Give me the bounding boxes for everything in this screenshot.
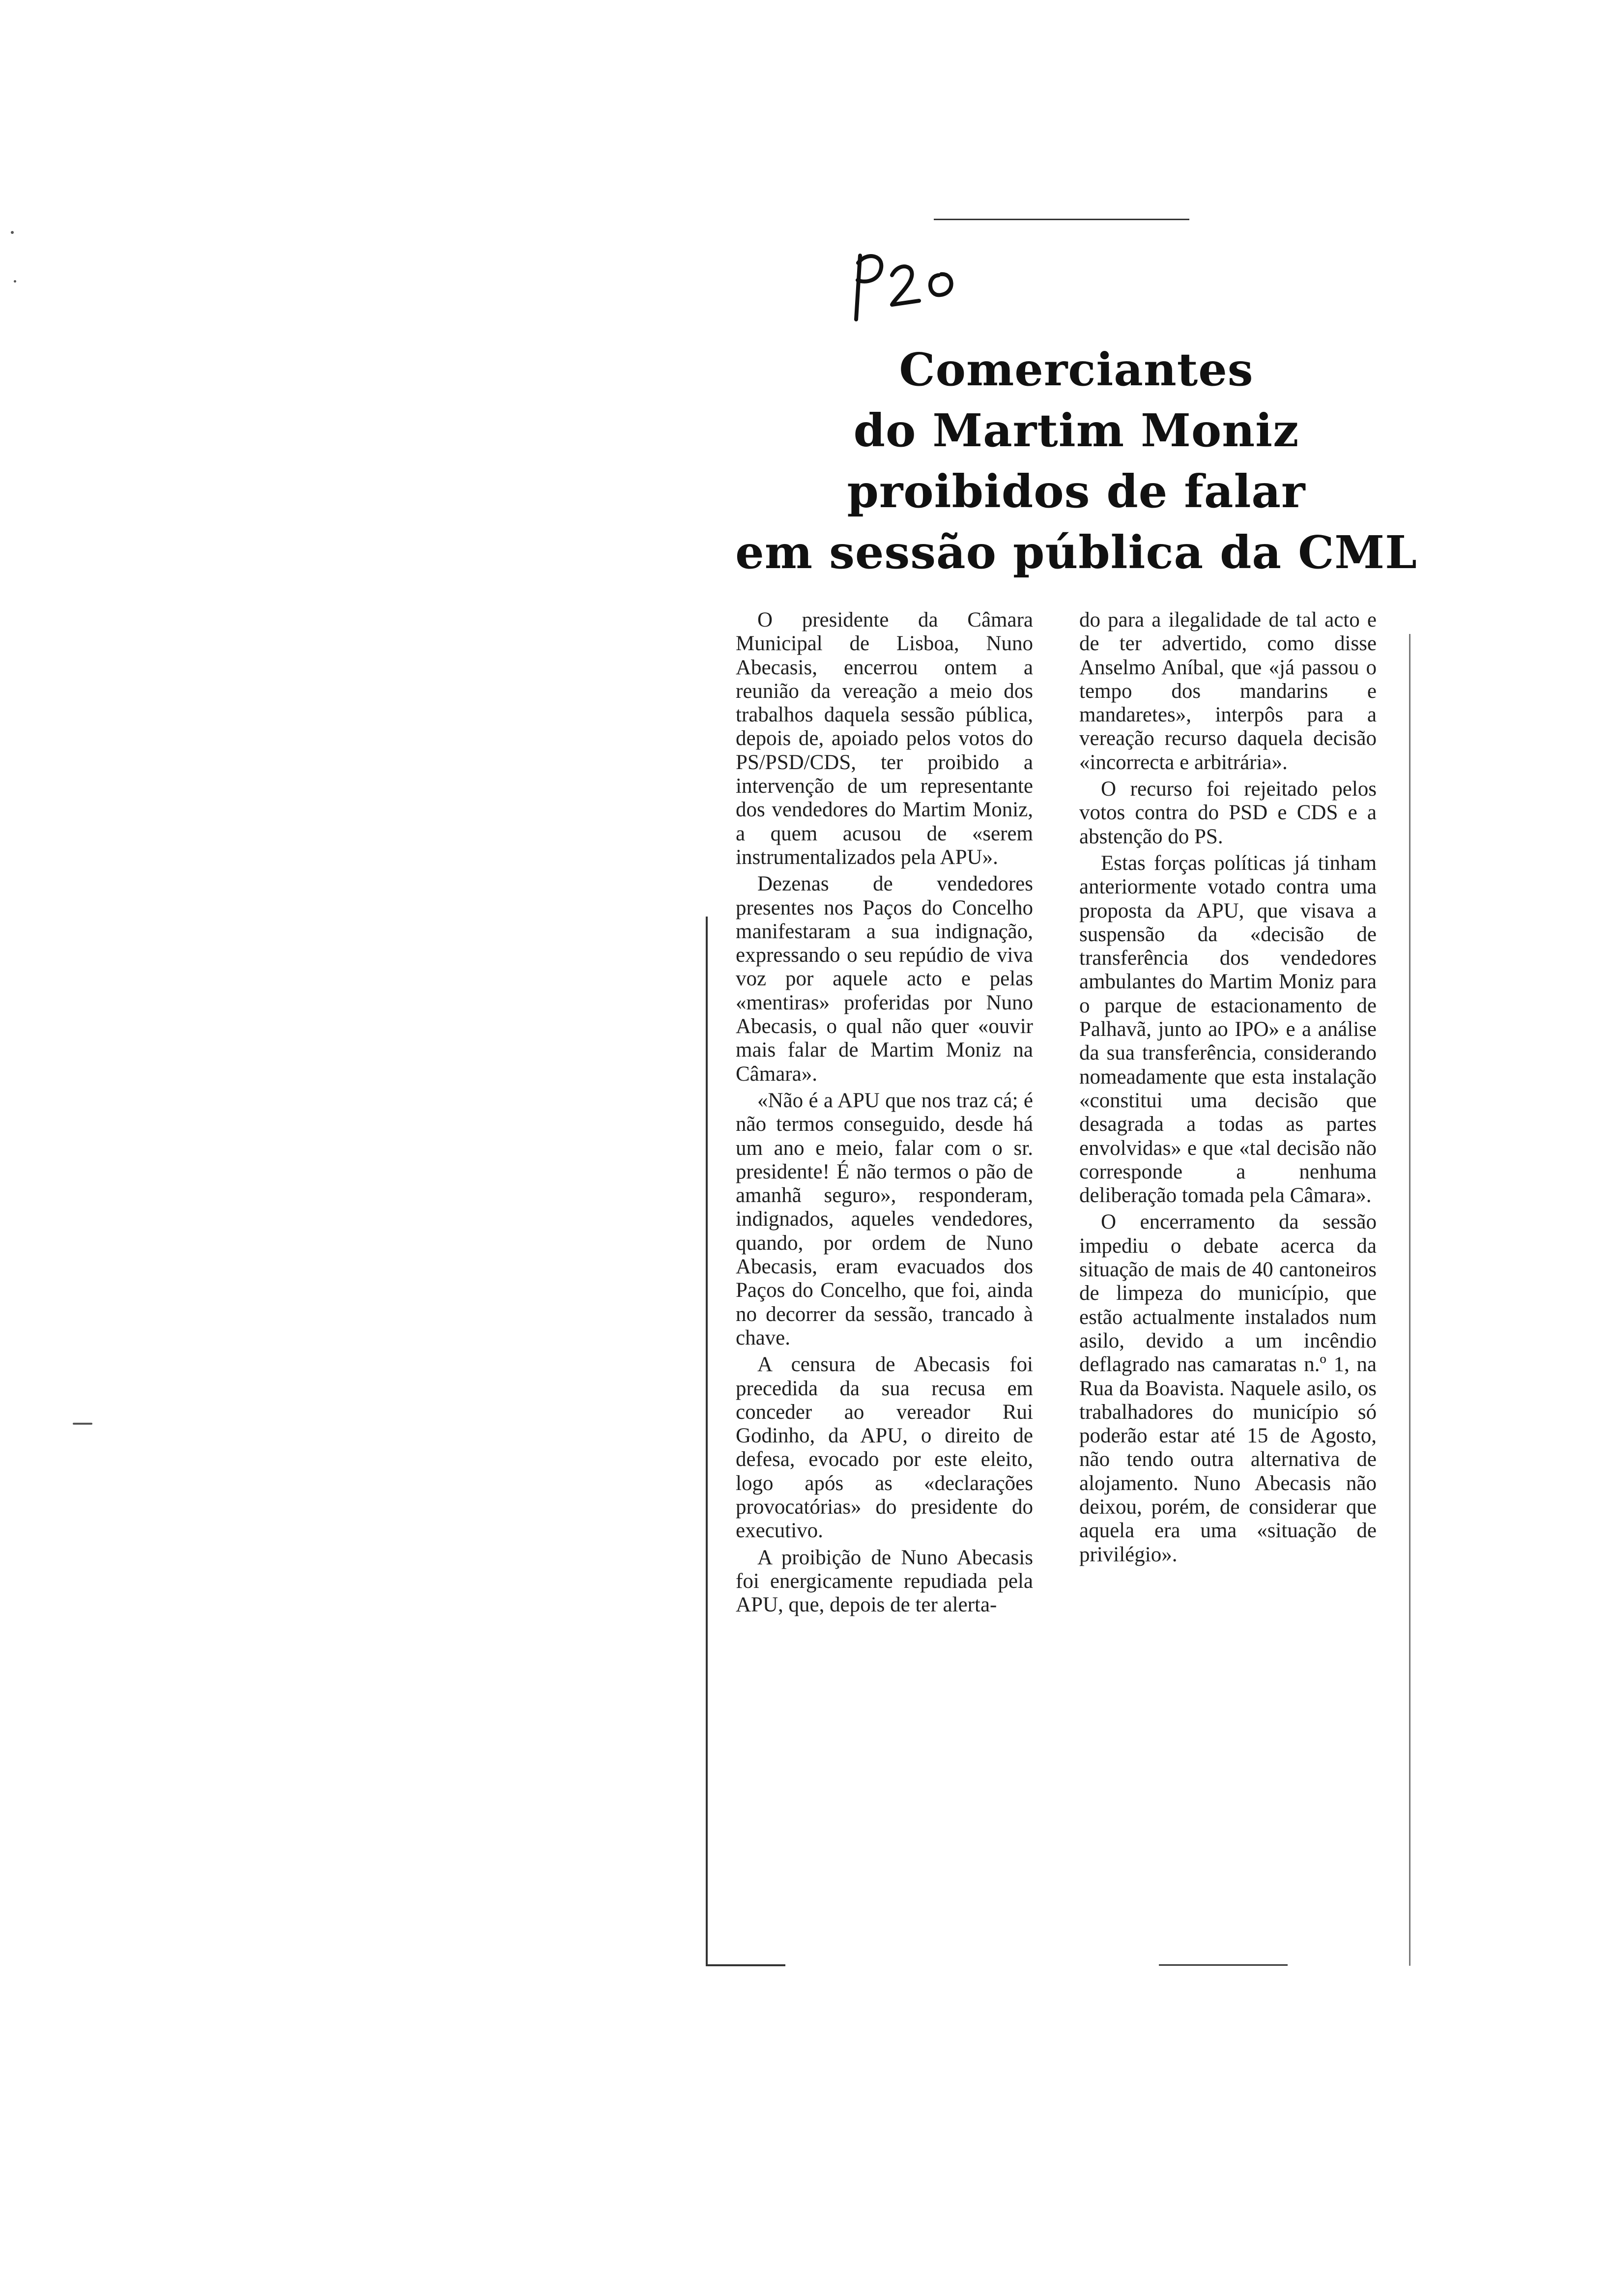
paragraph: A proibição de Nuno Abecasis foi energicamente repudiada pela APU, que, depois de ter alerta-	[736, 1546, 1033, 1617]
paragraph: «Não é a APU que nos traz cá; é não termos conseguido, desde há um ano e meio, falar com o sr. presidente! É não termos o pão de amanhã seguro», responderam, indignados, aqueles vendedores, quando, por ordem de Nuno Abecasis, eram evacuados dos Paços do Concelho, que foi, ainda no decorrer da sessão, trancado à chave.	[736, 1089, 1033, 1349]
left-clipping-border	[706, 917, 708, 1966]
scan-speck	[73, 1423, 92, 1425]
scan-speck	[11, 231, 14, 234]
scan-speck	[14, 280, 16, 283]
paragraph: A censura de Abecasis foi precedida da sua recusa em conceder ao vereador Rui Godinho, da APU, o direito de defesa, evocado por este eleito, logo após as «declarações provocatórias» do presidente do executivo.	[736, 1353, 1033, 1543]
article-column-1	[736, 608, 1033, 1620]
headline-line: do Martim Moniz	[853, 404, 1299, 457]
paragraph: O recurso foi rejeitado pelos votos contra do PSD e CDS e a abstenção do PS.	[1079, 777, 1377, 848]
paragraph: Estas forças políticas já tinham anteriormente votado contra uma proposta da APU, que visava a suspensão da «decisão de transferência dos vendedores ambulantes do Martim Moniz para o parque de estacionamento de Palhavã, junto ao IPO» e a análise da sua transferência, considerando nomeadamente que esta instalação «constitui uma decisão que desagrada a todas as partes envolvidas» e que «tal decisão não corresponde a nenhuma deliberação tomada pela Câmara».	[1079, 851, 1377, 1207]
article-column-2	[1079, 608, 1377, 1570]
paragraph: O presidente da Câmara Municipal de Lisboa, Nuno Abecasis, encerrou ontem a reunião da vereação a meio dos trabalhos daquela sessão pública, depois de, apoiado pelos votos do PS/PSD/CDS, ter proibido a intervenção de um representante dos vendedores do Martim Moniz, a quem acusou de «serem instrumentalizados pela APU».	[736, 608, 1033, 869]
bottom-left-clipping-rule	[706, 1964, 785, 1966]
headline-line: Comerciantes	[899, 343, 1254, 396]
headline-line: em sessão pública da CML	[735, 526, 1417, 579]
handwritten-mark	[845, 246, 973, 329]
bottom-right-clipping-rule	[1159, 1964, 1288, 1966]
paragraph-continuation: do para a ilegalidade de tal acto e de ter advertido, como disse Anselmo Aníbal, que «já passou o tempo dos mandarins e mandaretes», interpôs para a vereação recurso daquela decisão «incorrecta e arbitrária».	[1079, 608, 1377, 774]
right-clipping-border	[1409, 634, 1410, 1966]
top-clipping-rule	[934, 219, 1189, 220]
paragraph: O encerramento da sessão impediu o debate acerca da situação de mais de 40 cantoneiros de limpeza do município, que estão actualmente instalados num asilo, devido a um incêndio deflagrado nas camaratas n.º 1, na Rua da Boavista. Naquele asilo, os trabalhadores do município só poderão estar até 15 de Agosto, não tendo outra alternativa de alojamento. Nuno Abecasis não deixou, porém, de considerar que aquela era uma «situação de privilégio».	[1079, 1210, 1377, 1566]
headline-line: proibidos de falar	[847, 465, 1306, 518]
article-headline	[732, 339, 1420, 583]
paragraph: Dezenas de vendedores presentes nos Paços do Concelho manifestaram a sua indignação, expressando o seu repúdio de viva voz por aquele acto e pelas «mentiras» proferidas por Nuno Abecasis, o qual não quer «ouvir mais falar de Martim Moniz na Câmara».	[736, 872, 1033, 1086]
